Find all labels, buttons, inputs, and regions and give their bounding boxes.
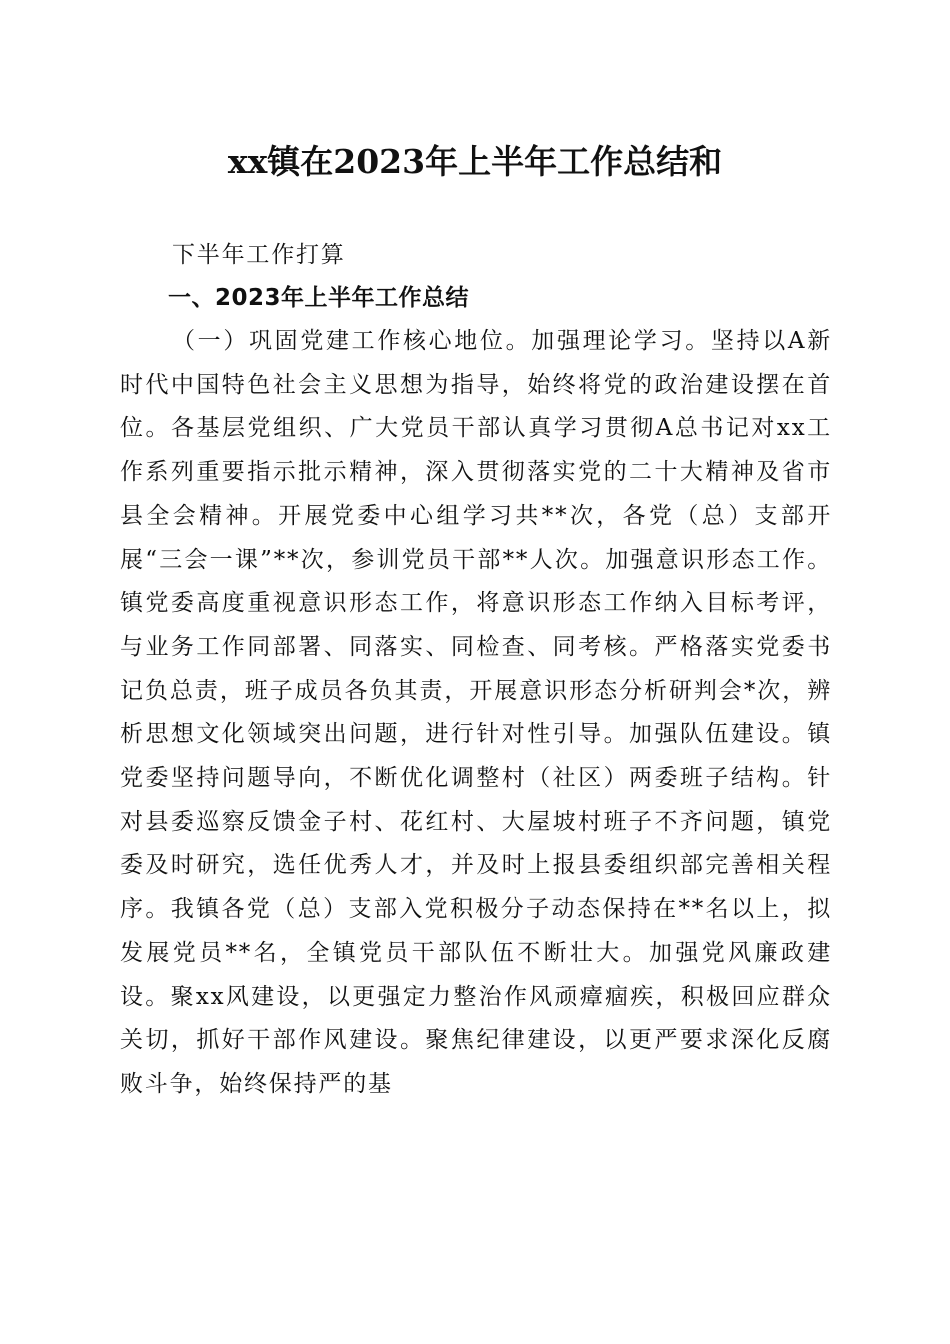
body-paragraph: （一）巩固党建工作核心地位。加强理论学习。坚持以A新时代中国特色社会主义思想为指导，始终将党的政治建设摆在首位。各基层党组织、广大党员干部认真学习贯彻A总书记对xx工作系列重要指示批示精神，深入贯彻落实党的二十大精神及省市县全会精神。开展党委中心组学习共**次，各党（总）支部开展“三会一课”**次，参训党员干部**人次。加强意识形态工作。镇党委高度重视意识形态工作，将意识形态工作纳入目标考评，与业务工作同部署、同落实、同检查、同考核。严格落实党委书记负总责，班子成员各负其责，开展意识形态分析研判会*次，辨析思想文化领域突出问题，进行针对性引导。加强队伍建设。镇党委坚持问题导向，不断优化调整村（社区）两委班子结构。针对县委巡察反馈金子村、花红村、大屋坡村班子不齐问题，镇党委及时研究，选任优秀人才，并及时上报县委组织部完善相关程序。我镇各党（总）支部入党积极分子动态保持在**名以上，拟发展党员**名，全镇党员干部队伍不断壮大。加强党风廉政建设。聚xx风建设，以更强定力整治作风顽瘴痼疾，积极回应群众关切，抓好干部作风建设。聚焦纪律建设，以更严要求深化反腐败斗争，始终保持严的基 bbox=[120, 328, 832, 1097]
section-heading: 一、2023年上半年工作总结 bbox=[168, 285, 470, 311]
document-title: xx镇在2023年上半年工作总结和 bbox=[227, 142, 723, 181]
title-continuation: 下半年工作打算 bbox=[172, 242, 346, 268]
